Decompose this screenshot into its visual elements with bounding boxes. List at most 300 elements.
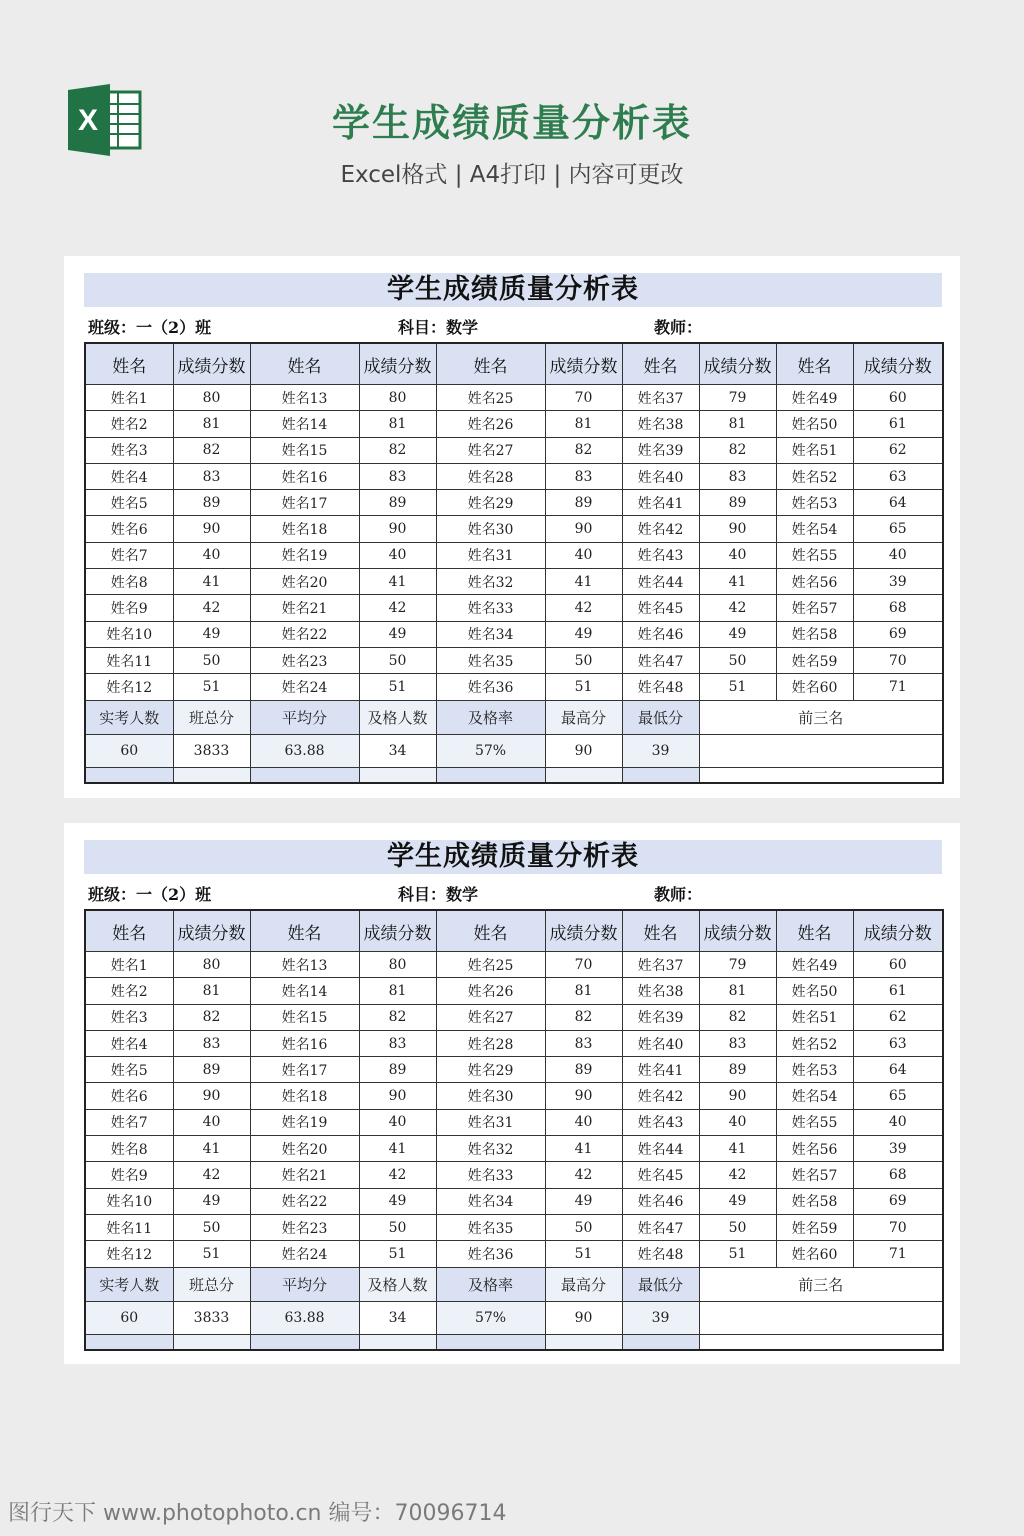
- student-name-cell[interactable]: 姓名24: [250, 674, 359, 700]
- student-name-cell[interactable]: 姓名60: [776, 1241, 853, 1267]
- score-cell[interactable]: 82: [545, 1004, 622, 1030]
- score-cell[interactable]: 40: [545, 542, 622, 568]
- student-name-cell[interactable]: 姓名31: [436, 542, 545, 568]
- student-name-cell[interactable]: 姓名29: [436, 1057, 545, 1083]
- student-name-cell[interactable]: 姓名49: [776, 385, 853, 411]
- score-cell[interactable]: 50: [359, 647, 436, 673]
- student-name-cell[interactable]: 姓名49: [776, 952, 853, 978]
- score-cell[interactable]: 83: [545, 463, 622, 489]
- column-header-name[interactable]: 姓名: [622, 910, 699, 952]
- student-name-cell[interactable]: 姓名15: [250, 1004, 359, 1030]
- score-cell[interactable]: 41: [699, 1136, 776, 1162]
- student-name-cell[interactable]: 姓名18: [250, 516, 359, 542]
- student-name-cell[interactable]: 姓名30: [436, 516, 545, 542]
- student-name-cell[interactable]: 姓名13: [250, 385, 359, 411]
- student-name-cell[interactable]: 姓名39: [622, 1004, 699, 1030]
- score-cell[interactable]: 61: [853, 978, 943, 1004]
- score-cell[interactable]: 70: [853, 1214, 943, 1240]
- student-name-cell[interactable]: 姓名16: [250, 463, 359, 489]
- student-name-cell[interactable]: 姓名59: [776, 647, 853, 673]
- student-name-cell[interactable]: 姓名46: [622, 1188, 699, 1214]
- score-cell[interactable]: 89: [359, 1057, 436, 1083]
- student-name-cell[interactable]: 姓名44: [622, 1136, 699, 1162]
- student-name-cell[interactable]: 姓名11: [85, 647, 173, 673]
- score-cell[interactable]: 63: [853, 463, 943, 489]
- student-name-cell[interactable]: 姓名37: [622, 952, 699, 978]
- student-name-cell[interactable]: 姓名12: [85, 674, 173, 700]
- score-cell[interactable]: 42: [545, 595, 622, 621]
- score-cell[interactable]: 81: [359, 411, 436, 437]
- student-name-cell[interactable]: 姓名4: [85, 1030, 173, 1056]
- column-header-name[interactable]: 姓名: [250, 910, 359, 952]
- score-cell[interactable]: 51: [545, 1241, 622, 1267]
- column-header-score[interactable]: 成绩分数: [853, 343, 943, 385]
- score-cell[interactable]: 90: [699, 1083, 776, 1109]
- score-cell[interactable]: 42: [173, 595, 250, 621]
- score-cell[interactable]: 82: [359, 1004, 436, 1030]
- student-name-cell[interactable]: 姓名16: [250, 1030, 359, 1056]
- score-cell[interactable]: 60: [853, 952, 943, 978]
- student-name-cell[interactable]: 姓名22: [250, 1188, 359, 1214]
- score-cell[interactable]: 70: [545, 385, 622, 411]
- summary-value[interactable]: 57%: [436, 1301, 545, 1334]
- summary-value[interactable]: 34: [359, 734, 436, 767]
- student-name-cell[interactable]: 姓名27: [436, 1004, 545, 1030]
- student-name-cell[interactable]: 姓名21: [250, 1162, 359, 1188]
- score-cell[interactable]: 81: [359, 978, 436, 1004]
- student-name-cell[interactable]: 姓名39: [622, 437, 699, 463]
- student-name-cell[interactable]: 姓名55: [776, 542, 853, 568]
- student-name-cell[interactable]: 姓名6: [85, 516, 173, 542]
- student-name-cell[interactable]: 姓名10: [85, 1188, 173, 1214]
- score-cell[interactable]: 50: [359, 1214, 436, 1240]
- student-name-cell[interactable]: 姓名21: [250, 595, 359, 621]
- student-name-cell[interactable]: 姓名33: [436, 1162, 545, 1188]
- score-cell[interactable]: 83: [359, 1030, 436, 1056]
- summary-value[interactable]: 60: [85, 734, 173, 767]
- summary-label[interactable]: 班总分: [173, 700, 250, 734]
- score-cell[interactable]: 50: [545, 647, 622, 673]
- column-header-name[interactable]: 姓名: [250, 343, 359, 385]
- student-name-cell[interactable]: 姓名8: [85, 1136, 173, 1162]
- summary-label[interactable]: 实考人数: [85, 1267, 173, 1301]
- student-name-cell[interactable]: 姓名20: [250, 569, 359, 595]
- student-name-cell[interactable]: 姓名24: [250, 1241, 359, 1267]
- student-name-cell[interactable]: 姓名60: [776, 674, 853, 700]
- score-cell[interactable]: 82: [173, 1004, 250, 1030]
- score-cell[interactable]: 89: [699, 490, 776, 516]
- score-cell[interactable]: 82: [545, 437, 622, 463]
- summary-value[interactable]: 90: [545, 734, 622, 767]
- student-name-cell[interactable]: 姓名28: [436, 1030, 545, 1056]
- student-name-cell[interactable]: 姓名23: [250, 647, 359, 673]
- summary-value[interactable]: 3833: [173, 1301, 250, 1334]
- student-name-cell[interactable]: 姓名45: [622, 1162, 699, 1188]
- student-name-cell[interactable]: 姓名7: [85, 542, 173, 568]
- top-three-label[interactable]: 前三名: [699, 1267, 943, 1301]
- score-cell[interactable]: 70: [545, 952, 622, 978]
- summary-value[interactable]: 90: [545, 1301, 622, 1334]
- student-name-cell[interactable]: 姓名10: [85, 621, 173, 647]
- score-cell[interactable]: 81: [545, 411, 622, 437]
- student-name-cell[interactable]: 姓名2: [85, 411, 173, 437]
- score-cell[interactable]: 39: [853, 569, 943, 595]
- score-cell[interactable]: 81: [173, 411, 250, 437]
- student-name-cell[interactable]: 姓名26: [436, 411, 545, 437]
- score-cell[interactable]: 70: [853, 647, 943, 673]
- score-cell[interactable]: 41: [173, 569, 250, 595]
- score-cell[interactable]: 40: [699, 1109, 776, 1135]
- student-name-cell[interactable]: 姓名42: [622, 516, 699, 542]
- score-cell[interactable]: 39: [853, 1136, 943, 1162]
- score-cell[interactable]: 82: [359, 437, 436, 463]
- score-cell[interactable]: 64: [853, 1057, 943, 1083]
- score-cell[interactable]: 42: [699, 1162, 776, 1188]
- score-cell[interactable]: 49: [359, 621, 436, 647]
- student-name-cell[interactable]: 姓名54: [776, 516, 853, 542]
- score-cell[interactable]: 65: [853, 516, 943, 542]
- student-name-cell[interactable]: 姓名47: [622, 1214, 699, 1240]
- score-cell[interactable]: 50: [173, 647, 250, 673]
- summary-label[interactable]: 最高分: [545, 700, 622, 734]
- student-name-cell[interactable]: 姓名47: [622, 647, 699, 673]
- column-header-name[interactable]: 姓名: [85, 343, 173, 385]
- score-cell[interactable]: 51: [359, 1241, 436, 1267]
- score-cell[interactable]: 42: [359, 595, 436, 621]
- score-cell[interactable]: 81: [699, 978, 776, 1004]
- student-name-cell[interactable]: 姓名31: [436, 1109, 545, 1135]
- summary-label[interactable]: 最高分: [545, 1267, 622, 1301]
- student-name-cell[interactable]: 姓名28: [436, 463, 545, 489]
- score-cell[interactable]: 50: [545, 1214, 622, 1240]
- score-cell[interactable]: 71: [853, 674, 943, 700]
- score-cell[interactable]: 63: [853, 1030, 943, 1056]
- student-name-cell[interactable]: 姓名57: [776, 1162, 853, 1188]
- student-name-cell[interactable]: 姓名40: [622, 1030, 699, 1056]
- score-cell[interactable]: 40: [545, 1109, 622, 1135]
- student-name-cell[interactable]: 姓名36: [436, 1241, 545, 1267]
- student-name-cell[interactable]: 姓名19: [250, 1109, 359, 1135]
- summary-value[interactable]: 63.88: [250, 734, 359, 767]
- cutoff-cell: [359, 767, 436, 783]
- score-cell[interactable]: 51: [173, 674, 250, 700]
- column-header-name[interactable]: 姓名: [436, 343, 545, 385]
- score-cell[interactable]: 42: [359, 1162, 436, 1188]
- score-cell[interactable]: 51: [359, 674, 436, 700]
- summary-label[interactable]: 及格人数: [359, 1267, 436, 1301]
- score-cell[interactable]: 89: [699, 1057, 776, 1083]
- score-cell[interactable]: 82: [173, 437, 250, 463]
- student-name-cell[interactable]: 姓名56: [776, 569, 853, 595]
- student-name-cell[interactable]: 姓名36: [436, 674, 545, 700]
- student-name-cell[interactable]: 姓名43: [622, 1109, 699, 1135]
- score-cell[interactable]: 80: [359, 952, 436, 978]
- student-name-cell[interactable]: 姓名23: [250, 1214, 359, 1240]
- score-cell[interactable]: 68: [853, 1162, 943, 1188]
- score-cell[interactable]: 62: [853, 437, 943, 463]
- student-name-cell[interactable]: 姓名58: [776, 1188, 853, 1214]
- score-cell[interactable]: 61: [853, 411, 943, 437]
- score-cell[interactable]: 49: [359, 1188, 436, 1214]
- student-name-cell[interactable]: 姓名29: [436, 490, 545, 516]
- table-row: [85, 569, 943, 595]
- student-name-cell[interactable]: 姓名26: [436, 978, 545, 1004]
- score-cell[interactable]: 89: [173, 1057, 250, 1083]
- student-name-cell[interactable]: 姓名20: [250, 1136, 359, 1162]
- table-body: [85, 385, 943, 701]
- student-name-cell[interactable]: 姓名35: [436, 1214, 545, 1240]
- summary-value[interactable]: 63.88: [250, 1301, 359, 1334]
- student-name-cell[interactable]: 姓名57: [776, 595, 853, 621]
- student-name-cell[interactable]: 姓名41: [622, 1057, 699, 1083]
- column-header-name[interactable]: 姓名: [436, 910, 545, 952]
- score-cell[interactable]: 40: [699, 542, 776, 568]
- score-cell[interactable]: 90: [545, 516, 622, 542]
- student-name-cell[interactable]: 姓名1: [85, 385, 173, 411]
- student-name-cell[interactable]: 姓名55: [776, 1109, 853, 1135]
- score-cell[interactable]: 80: [173, 385, 250, 411]
- score-cell[interactable]: 83: [173, 1030, 250, 1056]
- column-header-score[interactable]: 成绩分数: [173, 910, 250, 952]
- score-cell[interactable]: 40: [853, 542, 943, 568]
- student-name-cell[interactable]: 姓名17: [250, 490, 359, 516]
- student-name-cell[interactable]: 姓名52: [776, 463, 853, 489]
- score-cell[interactable]: 41: [545, 1136, 622, 1162]
- score-cell[interactable]: 41: [359, 1136, 436, 1162]
- score-cell[interactable]: 50: [699, 1214, 776, 1240]
- summary-value[interactable]: 3833: [173, 734, 250, 767]
- summary-label[interactable]: 及格人数: [359, 700, 436, 734]
- summary-label[interactable]: 最低分: [622, 1267, 699, 1301]
- student-name-cell[interactable]: 姓名54: [776, 1083, 853, 1109]
- student-name-cell[interactable]: 姓名48: [622, 674, 699, 700]
- score-cell[interactable]: 41: [173, 1136, 250, 1162]
- column-header-score[interactable]: 成绩分数: [359, 910, 436, 952]
- student-name-cell[interactable]: 姓名53: [776, 1057, 853, 1083]
- student-name-cell[interactable]: 姓名40: [622, 463, 699, 489]
- student-name-cell[interactable]: 姓名13: [250, 952, 359, 978]
- score-cell[interactable]: 64: [853, 490, 943, 516]
- column-header-score[interactable]: 成绩分数: [173, 343, 250, 385]
- score-cell[interactable]: 49: [699, 1188, 776, 1214]
- score-cell[interactable]: 41: [545, 569, 622, 595]
- score-cell[interactable]: 49: [545, 1188, 622, 1214]
- score-cell[interactable]: 62: [853, 1004, 943, 1030]
- student-name-cell[interactable]: 姓名56: [776, 1136, 853, 1162]
- student-name-cell[interactable]: 姓名38: [622, 978, 699, 1004]
- student-name-cell[interactable]: 姓名8: [85, 569, 173, 595]
- score-cell[interactable]: 40: [173, 1109, 250, 1135]
- score-cell[interactable]: 89: [545, 490, 622, 516]
- student-name-cell[interactable]: 姓名14: [250, 978, 359, 1004]
- score-cell[interactable]: 89: [545, 1057, 622, 1083]
- score-cell[interactable]: 42: [173, 1162, 250, 1188]
- score-cell[interactable]: 49: [545, 621, 622, 647]
- student-name-cell[interactable]: 姓名44: [622, 569, 699, 595]
- summary-label[interactable]: 平均分: [250, 1267, 359, 1301]
- score-cell[interactable]: 51: [545, 674, 622, 700]
- student-name-cell[interactable]: 姓名45: [622, 595, 699, 621]
- student-name-cell[interactable]: 姓名5: [85, 1057, 173, 1083]
- top-three-value[interactable]: [699, 1301, 943, 1334]
- score-cell[interactable]: 69: [853, 1188, 943, 1214]
- column-header-name[interactable]: 姓名: [776, 910, 853, 952]
- student-name-cell[interactable]: 姓名2: [85, 978, 173, 1004]
- student-name-cell[interactable]: 姓名34: [436, 1188, 545, 1214]
- score-cell[interactable]: 60: [853, 385, 943, 411]
- student-name-cell[interactable]: 姓名38: [622, 411, 699, 437]
- score-cell[interactable]: 81: [173, 978, 250, 1004]
- score-cell[interactable]: 81: [545, 978, 622, 1004]
- student-name-cell[interactable]: 姓名5: [85, 490, 173, 516]
- student-name-cell[interactable]: 姓名9: [85, 595, 173, 621]
- column-header-score[interactable]: 成绩分数: [545, 343, 622, 385]
- student-name-cell[interactable]: 姓名3: [85, 437, 173, 463]
- score-cell[interactable]: 40: [359, 542, 436, 568]
- student-name-cell[interactable]: 姓名50: [776, 411, 853, 437]
- student-name-cell[interactable]: 姓名42: [622, 1083, 699, 1109]
- summary-value[interactable]: 39: [622, 734, 699, 767]
- student-name-cell[interactable]: 姓名52: [776, 1030, 853, 1056]
- column-header-name[interactable]: 姓名: [776, 343, 853, 385]
- student-name-cell[interactable]: 姓名9: [85, 1162, 173, 1188]
- student-name-cell[interactable]: 姓名12: [85, 1241, 173, 1267]
- column-header-score[interactable]: 成绩分数: [359, 343, 436, 385]
- score-cell[interactable]: 80: [359, 385, 436, 411]
- summary-value[interactable]: 34: [359, 1301, 436, 1334]
- score-cell[interactable]: 40: [359, 1109, 436, 1135]
- score-cell[interactable]: 90: [545, 1083, 622, 1109]
- score-cell[interactable]: 42: [545, 1162, 622, 1188]
- score-cell[interactable]: 69: [853, 621, 943, 647]
- summary-label[interactable]: 最低分: [622, 700, 699, 734]
- student-name-cell[interactable]: 姓名25: [436, 952, 545, 978]
- summary-label[interactable]: 平均分: [250, 700, 359, 734]
- student-name-cell[interactable]: 姓名3: [85, 1004, 173, 1030]
- column-header-name[interactable]: 姓名: [622, 343, 699, 385]
- student-name-cell[interactable]: 姓名58: [776, 621, 853, 647]
- score-cell[interactable]: 89: [173, 490, 250, 516]
- score-cell[interactable]: 90: [359, 1083, 436, 1109]
- student-name-cell[interactable]: 姓名15: [250, 437, 359, 463]
- summary-value[interactable]: 39: [622, 1301, 699, 1334]
- student-name-cell[interactable]: 姓名41: [622, 490, 699, 516]
- summary-section: [85, 700, 943, 783]
- score-cell[interactable]: 90: [173, 516, 250, 542]
- grade-table: [84, 909, 944, 1351]
- score-cell[interactable]: 90: [699, 516, 776, 542]
- student-name-cell[interactable]: 姓名17: [250, 1057, 359, 1083]
- score-cell[interactable]: 51: [699, 674, 776, 700]
- student-name-cell[interactable]: 姓名25: [436, 385, 545, 411]
- student-name-cell[interactable]: 姓名51: [776, 437, 853, 463]
- score-cell[interactable]: 82: [699, 1004, 776, 1030]
- column-header-score[interactable]: 成绩分数: [853, 910, 943, 952]
- student-name-cell[interactable]: 姓名14: [250, 411, 359, 437]
- student-name-cell[interactable]: 姓名48: [622, 1241, 699, 1267]
- score-cell[interactable]: 83: [699, 463, 776, 489]
- score-cell[interactable]: 68: [853, 595, 943, 621]
- summary-value-row: [85, 734, 943, 767]
- student-name-cell[interactable]: 姓名18: [250, 1083, 359, 1109]
- score-cell[interactable]: 79: [699, 952, 776, 978]
- top-three-label[interactable]: 前三名: [699, 700, 943, 734]
- score-cell[interactable]: 40: [173, 542, 250, 568]
- student-name-cell[interactable]: 姓名4: [85, 463, 173, 489]
- score-cell[interactable]: 82: [699, 437, 776, 463]
- student-name-cell[interactable]: 姓名53: [776, 490, 853, 516]
- student-name-cell[interactable]: 姓名37: [622, 385, 699, 411]
- score-cell[interactable]: 51: [173, 1241, 250, 1267]
- score-cell[interactable]: 83: [545, 1030, 622, 1056]
- score-cell[interactable]: 71: [853, 1241, 943, 1267]
- student-name-cell[interactable]: 姓名22: [250, 621, 359, 647]
- score-cell[interactable]: 50: [699, 647, 776, 673]
- student-name-cell[interactable]: 姓名33: [436, 595, 545, 621]
- student-name-cell[interactable]: 姓名30: [436, 1083, 545, 1109]
- student-name-cell[interactable]: 姓名32: [436, 569, 545, 595]
- summary-value[interactable]: 60: [85, 1301, 173, 1334]
- score-cell[interactable]: 49: [699, 621, 776, 647]
- student-name-cell[interactable]: 姓名19: [250, 542, 359, 568]
- score-cell[interactable]: 49: [173, 621, 250, 647]
- column-header-name[interactable]: 姓名: [85, 910, 173, 952]
- summary-label[interactable]: 班总分: [173, 1267, 250, 1301]
- student-name-cell[interactable]: 姓名46: [622, 621, 699, 647]
- score-cell[interactable]: 83: [699, 1030, 776, 1056]
- summary-label[interactable]: 及格率: [436, 1267, 545, 1301]
- score-cell[interactable]: 40: [853, 1109, 943, 1135]
- score-cell[interactable]: 90: [173, 1083, 250, 1109]
- column-header-score[interactable]: 成绩分数: [699, 343, 776, 385]
- student-name-cell[interactable]: 姓名7: [85, 1109, 173, 1135]
- score-cell[interactable]: 83: [173, 463, 250, 489]
- top-three-value[interactable]: [699, 734, 943, 767]
- summary-value[interactable]: 57%: [436, 734, 545, 767]
- student-name-cell[interactable]: 姓名35: [436, 647, 545, 673]
- score-cell[interactable]: 49: [173, 1188, 250, 1214]
- student-name-cell[interactable]: 姓名59: [776, 1214, 853, 1240]
- student-name-cell[interactable]: 姓名34: [436, 621, 545, 647]
- score-cell[interactable]: 51: [699, 1241, 776, 1267]
- student-name-cell[interactable]: 姓名51: [776, 1004, 853, 1030]
- student-name-cell[interactable]: 姓名11: [85, 1214, 173, 1240]
- score-cell[interactable]: 65: [853, 1083, 943, 1109]
- score-cell[interactable]: 83: [359, 463, 436, 489]
- student-name-cell[interactable]: 姓名1: [85, 952, 173, 978]
- summary-label[interactable]: 及格率: [436, 700, 545, 734]
- student-name-cell[interactable]: 姓名50: [776, 978, 853, 1004]
- summary-label[interactable]: 实考人数: [85, 700, 173, 734]
- score-cell[interactable]: 41: [699, 569, 776, 595]
- cutoff-cell: [699, 1334, 943, 1350]
- column-header-score[interactable]: 成绩分数: [699, 910, 776, 952]
- score-cell[interactable]: 90: [359, 516, 436, 542]
- score-cell[interactable]: 50: [173, 1214, 250, 1240]
- cutoff-cell: [622, 767, 699, 783]
- score-cell[interactable]: 89: [359, 490, 436, 516]
- student-name-cell[interactable]: 姓名43: [622, 542, 699, 568]
- score-cell[interactable]: 41: [359, 569, 436, 595]
- score-cell[interactable]: 79: [699, 385, 776, 411]
- student-name-cell[interactable]: 姓名32: [436, 1136, 545, 1162]
- student-name-cell[interactable]: 姓名27: [436, 437, 545, 463]
- student-name-cell[interactable]: 姓名6: [85, 1083, 173, 1109]
- column-header-score[interactable]: 成绩分数: [545, 910, 622, 952]
- score-cell[interactable]: 80: [173, 952, 250, 978]
- score-cell[interactable]: 42: [699, 595, 776, 621]
- score-cell[interactable]: 81: [699, 411, 776, 437]
